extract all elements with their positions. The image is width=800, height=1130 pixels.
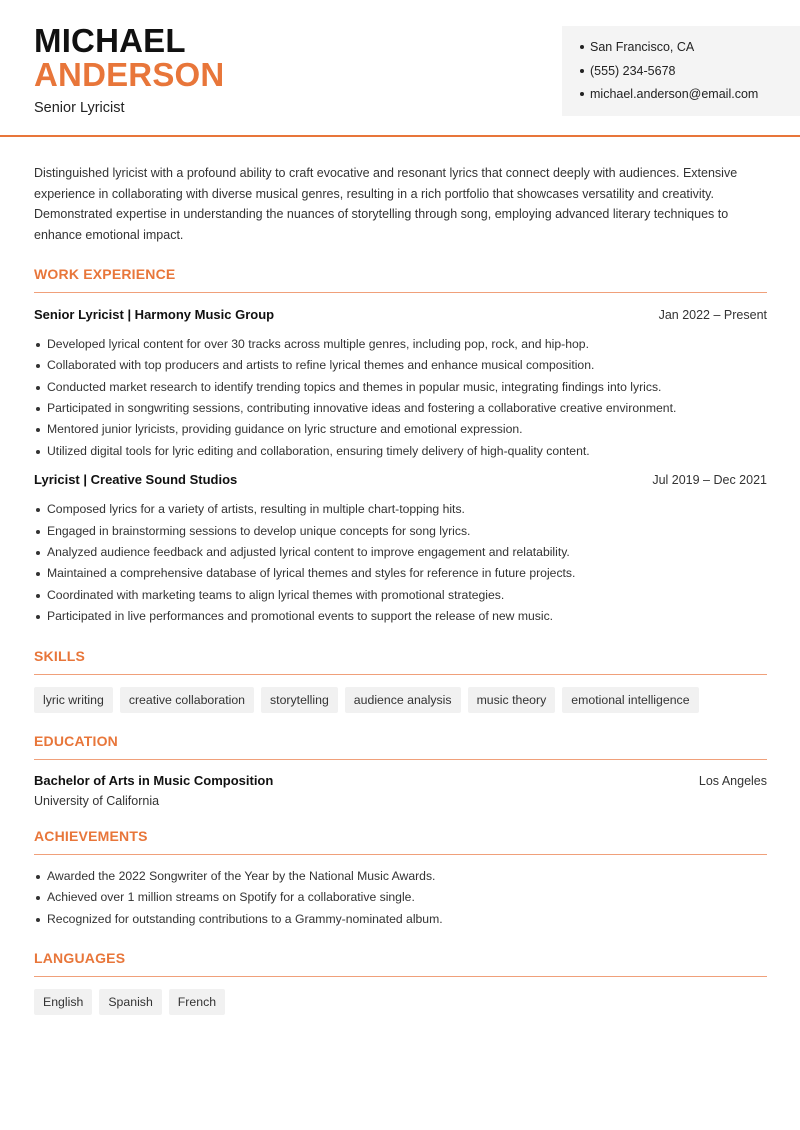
section-languages	[34, 950, 767, 1015]
section-achievements	[34, 828, 767, 930]
resume-content	[34, 137, 767, 1015]
contact-list	[580, 39, 800, 110]
language-tag: Spanish	[99, 989, 161, 1015]
resume-header	[0, 0, 800, 137]
list-item: Collaborated with top producers and artists to refine lyrical themes and enhance musical composition.	[34, 355, 767, 376]
job-title: Senior Lyricist	[34, 100, 125, 116]
list-item: Analyzed audience feedback and adjusted lyrical content to improve engagement and relatability.	[34, 542, 767, 563]
education-header	[34, 773, 767, 793]
job-role: Senior Lyricist | Harmony Music Group	[34, 306, 275, 322]
section-work-experience	[34, 266, 767, 628]
language-tag: English	[34, 989, 92, 1015]
job-header	[34, 472, 767, 492]
language-tags	[34, 989, 767, 1015]
list-item: Participated in live performances and promotional events to support the release of new music.	[34, 606, 767, 627]
language-tag: French	[169, 989, 225, 1015]
degree: Bachelor of Arts in Music Composition	[34, 772, 274, 788]
job-entry	[34, 472, 767, 627]
contact-location: San Francisco, CA	[580, 39, 800, 63]
section-title: LANGUAGES	[34, 950, 767, 977]
list-item: Maintained a comprehensive database of lyrical themes and styles for reference in future projects.	[34, 563, 767, 584]
achievement-list	[34, 866, 767, 930]
job-dates: Jan 2022 – Present	[658, 307, 767, 322]
list-item: Utilized digital tools for lyric editing and collaboration, ensuring timely delivery of high-quality content.	[34, 441, 767, 462]
summary: Distinguished lyricist with a profound ability to craft evocative and resonant lyrics that connect deeply with audiences. Extensive experience in collaborating with diverse musical genres, resulting in a rich portfolio that showcases versatility and creativity. Demonstrated expertise in understanding the nuances of storytelling through song, employing advanced literary techniques to enhance emotional impact.	[34, 166, 738, 243]
list-item: Developed lyrical content for over 30 tracks across multiple genres, including pop, rock, and hip-hop.	[34, 334, 767, 355]
list-item: Recognized for outstanding contributions to a Grammy-nominated album.	[34, 909, 767, 930]
section-title: SKILLS	[34, 648, 767, 675]
skill-tag: creative collaboration	[120, 687, 254, 713]
job-header	[34, 307, 767, 327]
school-name: University of California	[34, 793, 160, 808]
section-education	[34, 733, 767, 808]
section-title: WORK EXPERIENCE	[34, 266, 767, 293]
list-item: Composed lyrics for a variety of artists, resulting in multiple chart-topping hits.	[34, 499, 767, 520]
job-dates: Jul 2019 – Dec 2021	[652, 473, 767, 488]
first-name: MICHAEL	[34, 22, 186, 59]
list-item: Participated in songwriting sessions, contributing innovative ideas and fostering a collaborative creative environment.	[34, 398, 767, 419]
section-title: ACHIEVEMENTS	[34, 828, 767, 855]
education-location: Los Angeles	[698, 773, 767, 788]
job-entry	[34, 307, 767, 462]
list-item: Conducted market research to identify trending topics and themes in popular music, integrating findings into lyrics.	[34, 377, 767, 398]
contact-phone: (555) 234-5678	[580, 63, 800, 87]
skill-tag: storytelling	[261, 687, 338, 713]
skill-tag: audience analysis	[345, 687, 461, 713]
list-item: Awarded the 2022 Songwriter of the Year by the National Music Awards.	[34, 866, 767, 887]
job-role: Lyricist | Creative Sound Studios	[34, 472, 238, 488]
list-item: Engaged in brainstorming sessions to develop unique concepts for song lyrics.	[34, 521, 767, 542]
list-item: Achieved over 1 million streams on Spotify for a collaborative single.	[34, 887, 767, 908]
section-title: EDUCATION	[34, 733, 767, 760]
contact-box	[562, 26, 800, 116]
skill-tag: emotional intelligence	[562, 687, 698, 713]
list-item: Mentored junior lyricists, providing guidance on lyric structure and emotional expression.	[34, 419, 767, 440]
list-item: Coordinated with marketing teams to align lyrical themes with promotional strategies.	[34, 585, 767, 606]
skill-tags	[34, 687, 767, 713]
skill-tag: lyric writing	[34, 687, 113, 713]
job-bullets	[34, 334, 767, 462]
contact-email[interactable]: michael.anderson@email.com	[580, 86, 800, 110]
section-skills	[34, 648, 767, 713]
last-name: ANDERSON	[34, 56, 225, 93]
job-bullets	[34, 499, 767, 627]
skill-tag: music theory	[468, 687, 556, 713]
